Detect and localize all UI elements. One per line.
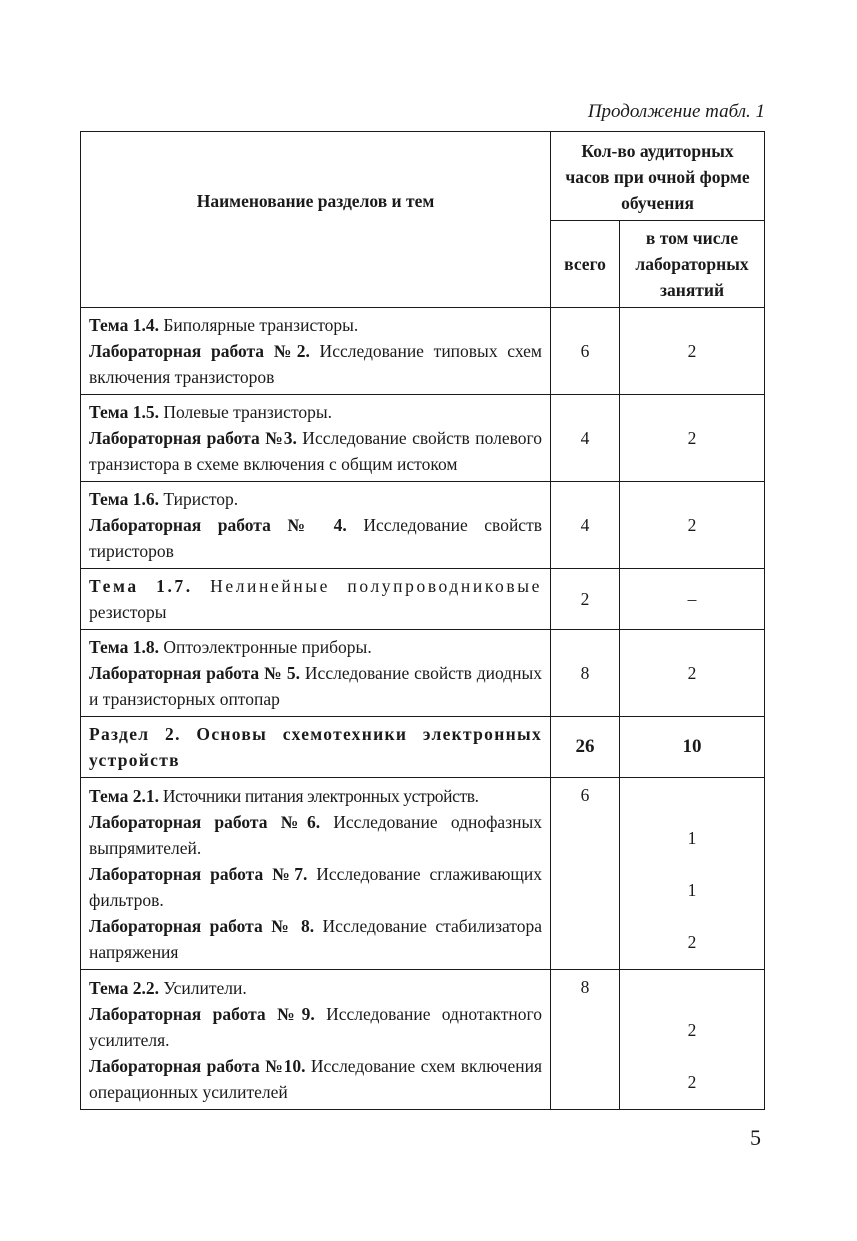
- topic-number: Тема 1.4.: [89, 315, 159, 335]
- header-labs: в том числе лабораторных занятий: [620, 221, 765, 308]
- section-row: [81, 717, 765, 778]
- header-row: [81, 132, 765, 221]
- topic-cell: [81, 569, 551, 630]
- lab-title: Исследование однофазных выпрямителей.: [89, 811, 542, 858]
- table-row: [81, 630, 765, 717]
- lab-number: Лабораторная работа № 4.: [89, 515, 347, 535]
- lab-hours: 2: [620, 395, 765, 482]
- topic-cell: [81, 395, 551, 482]
- table-row: [81, 308, 765, 395]
- topic-cell: [81, 970, 551, 1110]
- lab-number: Лабораторная работа №7.: [89, 863, 308, 884]
- total-hours: 8: [551, 970, 620, 1110]
- lab-hours: 2: [687, 1020, 697, 1040]
- lab-title: Исследование свойств тиристоров: [89, 515, 542, 561]
- section-title: Раздел 2. Основы схемотехники электронных устройств: [81, 717, 551, 778]
- total-hours: 4: [551, 482, 620, 569]
- topic-number: Тема 1.8.: [89, 637, 159, 657]
- lab-hours: –: [620, 569, 765, 630]
- total-hours: 4: [551, 395, 620, 482]
- topic-title: Оптоэлектронные приборы.: [158, 637, 372, 657]
- lab-number: Лабораторная работа №2.: [89, 341, 310, 361]
- topic-title: Полевые транзисторы.: [158, 402, 332, 422]
- total-hours: 8: [551, 630, 620, 717]
- lab-hours: 2: [620, 630, 765, 717]
- page-number: 5: [750, 1125, 761, 1150]
- lab-number: Лабораторная работа №10.: [89, 1055, 306, 1076]
- section-total-hours: 26: [551, 717, 620, 778]
- lab-hours: 2: [687, 1072, 697, 1092]
- table-row: [81, 569, 765, 630]
- topic-title: Усилители.: [158, 977, 247, 998]
- topic-number: Тема 2.1.: [89, 785, 159, 806]
- table-continuation-caption: Продолжение табл. 1: [587, 101, 765, 122]
- topic-number: Тема 1.5.: [89, 402, 159, 422]
- topic-cell: [81, 482, 551, 569]
- lab-title: Исследование сглаживающих фильтров.: [89, 863, 543, 910]
- topic-line: [89, 573, 542, 599]
- lab-number: Лабораторная работа № 8.: [89, 915, 315, 936]
- header-hours: Кол-во аудиторных часов при очной форме обучения: [551, 132, 765, 221]
- lab-hours-stack: [620, 970, 765, 1110]
- topic-cell: [81, 778, 551, 970]
- lab-hours: 1: [687, 828, 697, 848]
- lab-hours-stack: [620, 778, 765, 970]
- table-row: [81, 778, 765, 970]
- lab-title: Исследование свойств полевого транзистора в схеме включения с общим истоком: [89, 428, 542, 474]
- section-lab-hours: 10: [620, 717, 765, 778]
- topic-title: Источники питания электронных устройств.: [158, 785, 479, 806]
- lab-title: Исследование схем включения операционных усилителей: [89, 1055, 542, 1102]
- lab-title: Исследование свойств диодных и транзисторных оптопар: [89, 663, 543, 709]
- total-hours: 6: [551, 778, 620, 970]
- topic-number: Тема 1.7.: [89, 576, 193, 596]
- lab-title: Исследование типовых схем включения транзисторов: [89, 341, 542, 387]
- curriculum-table: [80, 131, 765, 1110]
- lab-title: Исследование однотактного усилителя.: [89, 1003, 543, 1050]
- total-hours: 2: [551, 569, 620, 630]
- topic-cell: [81, 630, 551, 717]
- lab-number: Лабораторная работа № 5.: [89, 663, 301, 683]
- table-row: [81, 395, 765, 482]
- lab-hours: 2: [620, 482, 765, 569]
- topic-number: Тема 1.6.: [89, 489, 159, 509]
- topic-cell: [81, 308, 551, 395]
- table-row: [81, 970, 765, 1110]
- header-total: всего: [551, 221, 620, 308]
- lab-number: Лабораторная работа №9.: [89, 1003, 315, 1024]
- lab-hours: 2: [687, 932, 697, 952]
- topic-title: Нелинейные полупроводниковые: [192, 576, 542, 596]
- lab-hours: 1: [687, 880, 697, 900]
- topic-title: Биполярные транзисторы.: [158, 315, 359, 335]
- lab-title: Исследование стабилизатора напряжения: [89, 915, 542, 962]
- lab-number: Лабораторная работа №3.: [89, 428, 297, 448]
- topic-number: Тема 2.2.: [89, 977, 159, 998]
- lab-number: Лабораторная работа №6.: [89, 811, 321, 832]
- lab-hours: 2: [620, 308, 765, 395]
- topic-title: Тиристор.: [158, 489, 239, 509]
- header-name: Наименование разделов и тем: [81, 132, 551, 308]
- total-hours: 6: [551, 308, 620, 395]
- topic-title-continuation: резисторы: [89, 602, 167, 622]
- table-row: [81, 482, 765, 569]
